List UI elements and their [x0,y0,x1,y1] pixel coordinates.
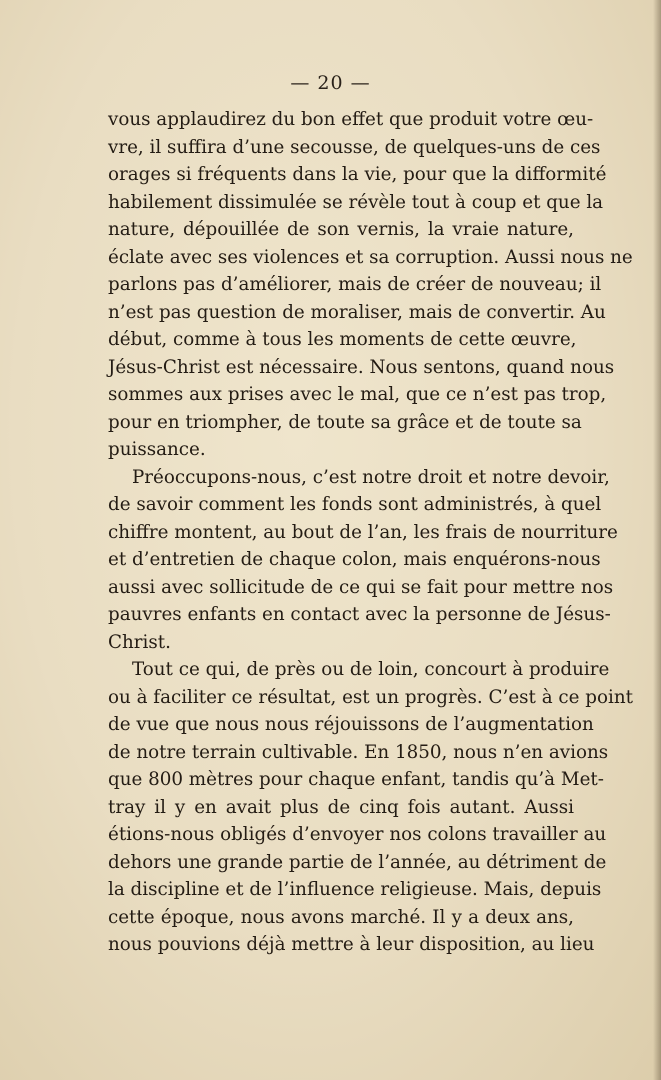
text-line: Christ. [108,631,171,653]
page-number: — 20 — [290,72,371,94]
text-line: éclate avec ses violences et sa corruption. Aussi nous ne [108,246,633,268]
text-line: orages si fréquents dans la vie, pour que la difformité [108,164,607,185]
text-line: la discipline et de l’influence religieuse. Mais, depuis [108,879,602,900]
text-line: chiffre montent, au bout de l’an, les frais de nourriture [108,521,618,543]
text-line: aussi avec sollicitude de ce qui se fait pour mettre nos [108,576,614,598]
text-line: étions-nous obligés d’envoyer nos colons travailler au [108,824,607,845]
text-line: vous applaudirez du bon effet que produit votre œu- [108,109,594,130]
text-line: n’est pas question de moraliser, mais de convertir. Au [108,301,606,323]
text-line: nature, dépouillée de son vernis, la vraie nature, [108,219,574,240]
text-line: ou à faciliter ce résultat, est un progrès. C’est à ce point [108,686,633,708]
text-line: habilement dissimulée se révèle tout à coup et que la [108,191,604,213]
body-text [108,106,633,959]
text-line: nous pouvions déjà mettre à leur disposition, au lieu [108,934,595,955]
text-line: vre, il suffira d’une secousse, de quelques-uns de ces [108,136,601,158]
text-line: et d’entretien de chaque colon, mais enquérons-nous [108,549,601,570]
text-line: début, comme à tous les moments de cette œuvre, [108,329,577,350]
text-line: Préoccupons-nous, c’est notre droit et notre devoir, [132,466,610,488]
text-line: dehors une grande partie de l’année, au détriment de [108,851,607,873]
text-line: de savoir comment les fonds sont administrés, à quel [108,494,602,515]
page-edge-shadow [653,0,661,1080]
text-line: sommes aux prises avec le mal, que ce n’est pas trop, [108,384,607,405]
text-line: parlons pas d’améliorer, mais de créer de nouveau; il [108,274,602,295]
text-line: cette époque, nous avons marché. Il y a deux ans, [108,906,574,928]
text-line: pauvres enfants en contact avec la personne de Jésus- [108,604,611,625]
text-line: de notre terrain cultivable. En 1850, nous n’en avions [108,741,609,763]
text-line: Jésus-Christ est nécessaire. Nous sentons, quand nous [108,356,615,378]
text-line: de vue que nous nous réjouissons de l’augmentation [108,714,594,735]
text-line: tray il y en avait plus de cinq fois autant. Aussi [108,796,574,818]
text-line: puissance. [108,439,206,460]
text-line: Tout ce qui, de près ou de loin, concourt à produire [132,659,610,680]
text-line: que 800 mètres pour chaque enfant, tandis qu’à Met- [108,769,604,790]
text-line: pour en triompher, de toute sa grâce et de toute sa [108,411,582,433]
